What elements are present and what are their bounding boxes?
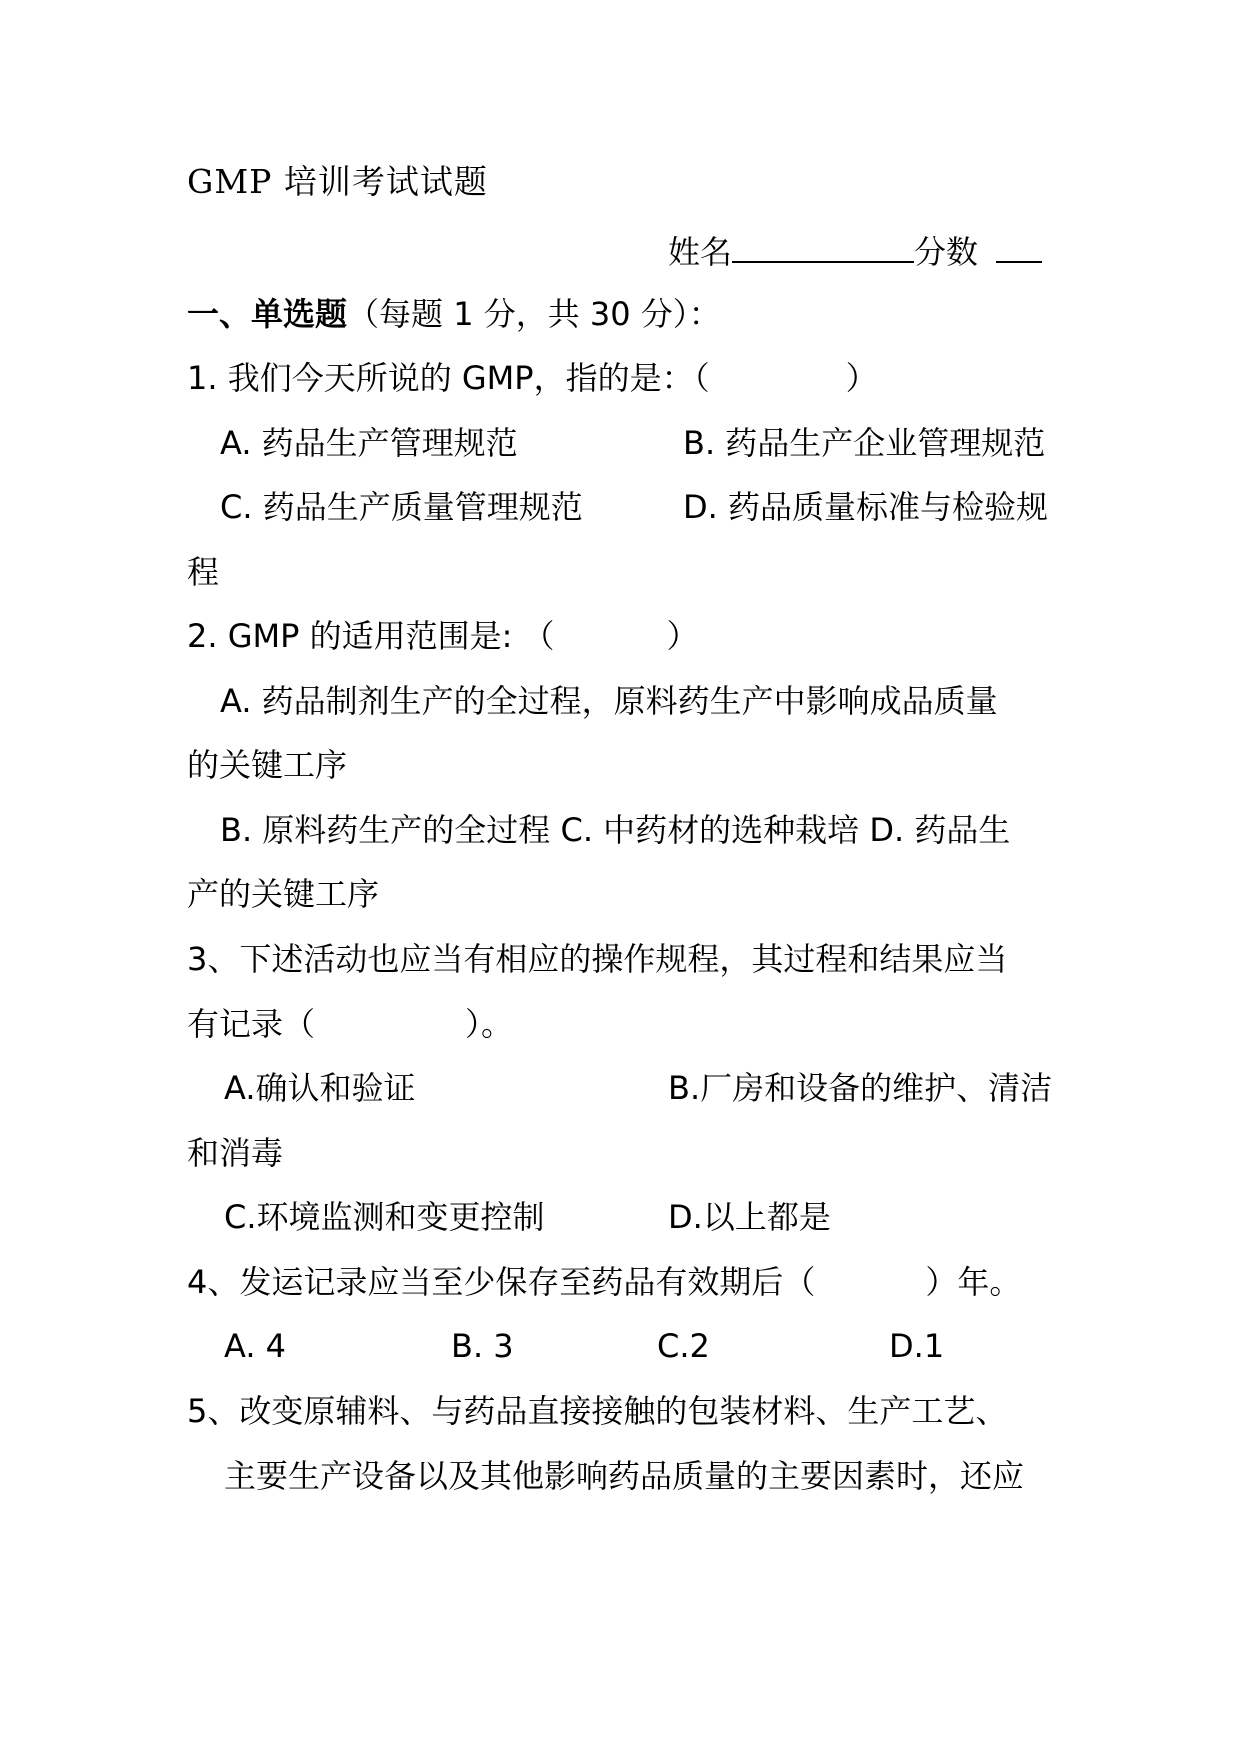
question-3-text: 有记录（ [187,1005,316,1043]
question-3-option-a: A.确认和验证 [224,1069,416,1107]
question-1-stem [187,358,878,398]
name-score-row [668,231,1042,271]
question-2-option-a: A. 药品制剂生产的全过程，原料药生产中影响成品质量 [220,682,998,720]
name-blank[interactable] [732,231,914,263]
score-label: 分数 [914,233,979,271]
question-3-option-d: D.以上都是 [668,1198,831,1236]
question-3-stem: 3、下述活动也应当有相应的操作规程，其过程和结果应当 [187,940,1008,978]
question-4-paren-close: ）年。 [925,1263,1022,1301]
question-5-stem: 5、改变原辅料、与药品直接接触的包装材料、生产工艺、 [187,1392,1008,1430]
question-3-option-b: B.厂房和设备的维护、清洁 [668,1069,1053,1107]
section-heading-row [187,294,721,334]
question-1-text: 1. 我们今天所说的 GMP，指的是：（ [187,359,710,397]
question-2-options-bcd-cont: 产的关键工序 [187,875,380,913]
question-1-option-c: C. 药品生产质量管理规范 [220,488,583,526]
question-3-paren-close: ）。 [465,1005,514,1043]
question-1-option-a: A. 药品生产管理规范 [220,424,518,462]
score-blank[interactable] [996,231,1042,263]
question-1-option-d-cont: 程 [187,553,220,591]
question-4-option-c: C.2 [657,1327,710,1365]
question-4-option-a: A. 4 [224,1327,287,1365]
question-2-paren-close: ） [666,617,699,655]
section-heading: 一、单选题 [187,295,348,333]
question-2-text: 2. GMP 的适用范围是: （ [187,617,555,655]
question-3-option-c: C.环境监测和变更控制 [224,1198,545,1236]
question-1-option-d: D. 药品质量标准与检验规 [683,488,1048,526]
question-2-option-a-cont: 的关键工序 [187,746,348,784]
question-4-option-b: B. 3 [451,1327,514,1365]
question-2-stem [187,616,699,656]
question-1-paren-close: ） [845,359,878,397]
question-5-stem-cont: 主要生产设备以及其他影响药品质量的主要因素时，还应 [224,1457,1025,1495]
question-4-stem [187,1262,1021,1302]
question-4-text: 4、发运记录应当至少保存至药品有效期后（ [187,1263,816,1301]
question-3-stem-cont [187,1004,513,1044]
question-2-options-bcd: B. 原料药生产的全过程 C. 中药材的选种栽培 D. 药品生 [220,811,1011,849]
question-4-option-d: D.1 [889,1327,945,1365]
name-label: 姓名 [668,233,733,271]
question-1-option-b: B. 药品生产企业管理规范 [683,424,1046,462]
section-note: （每题 1 分，共 30 分）： [347,295,721,333]
question-3-option-b-cont: 和消毒 [187,1134,284,1172]
page-title: GMP 培训考试试题 [187,162,488,201]
